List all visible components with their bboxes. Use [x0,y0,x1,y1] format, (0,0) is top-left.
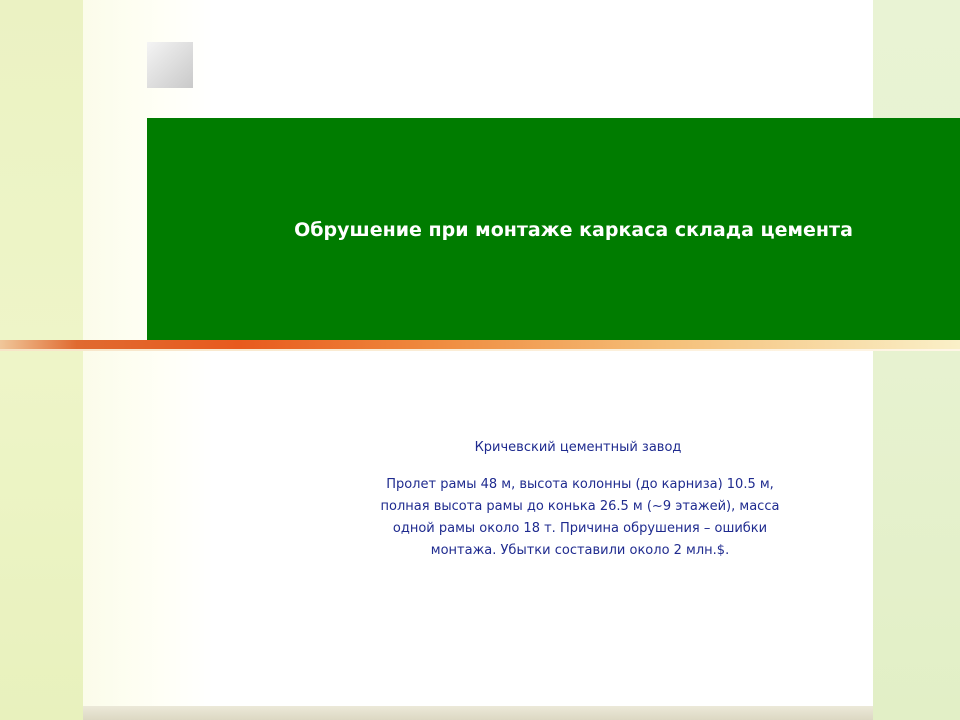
accent-divider-shadow [0,349,960,351]
accent-divider [0,340,960,349]
bottom-decor-bar [83,706,873,720]
title-banner [147,118,960,341]
right-decor-band [873,0,960,720]
gray-square-decor [147,42,193,88]
slide-subtitle: Кричевский цементный завод [474,440,682,455]
left-decor-band [0,0,83,720]
slide-title: Обрушение при монтаже каркаса склада цемента [294,218,853,241]
slide-body-text: Пролет рамы 48 м, высота колонны (до карниза) 10.5 м, полная высота рамы до конька 26.5 м (~9 этажей), масса одной рамы около 18 т. Причина обрушения – ошибки монтажа. Убытки составили около 2 млн.$. [380,477,780,558]
left-decor-fade [83,0,213,720]
